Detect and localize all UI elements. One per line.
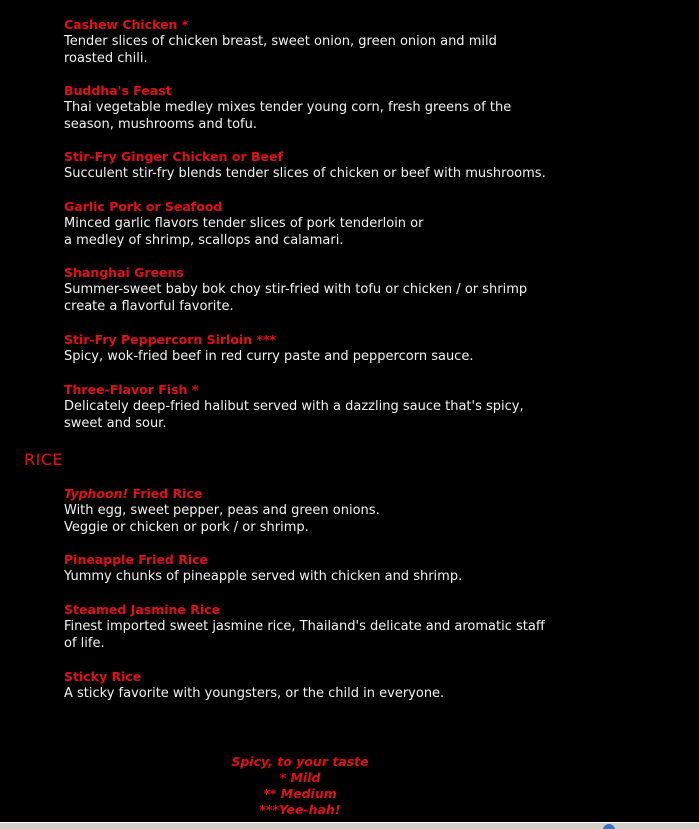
menu-item-name: Steamed Jasmine Rice	[64, 602, 221, 617]
globe-icon	[603, 824, 615, 829]
menu-item-shanghai-greens	[64, 265, 554, 315]
spice-legend-title: Spicy, to your taste	[231, 754, 369, 769]
spice-legend-medium: ** Medium	[263, 786, 337, 801]
brand-name: Typhoon!	[64, 486, 129, 501]
menu-item-description: With egg, sweet pepper, peas and green onions. Veggie or chicken or pork / or shrimp.	[64, 503, 380, 535]
menu-item-description: Delicately deep-fried halibut served with a dazzling sauce that's spicy, sweet and sour.	[64, 399, 524, 431]
menu-item-name: Buddha's Feast	[64, 83, 172, 98]
menu-item-name-rest: Fried Rice	[128, 486, 203, 501]
menu-item-description: A sticky favorite with youngsters, or the child in everyone.	[64, 686, 445, 701]
menu-item-typhoon-fried-rice	[64, 486, 554, 536]
menu-item-description: Spicy, wok-fried beef in red curry paste and peppercorn sauce.	[64, 349, 474, 364]
menu-item-description: Yummy chunks of pineapple served with chicken and shrimp.	[64, 569, 463, 584]
menu-item-ginger-chicken-beef	[64, 149, 554, 182]
menu-item-name: Stir-Fry Ginger Chicken or Beef	[64, 149, 283, 164]
menu-item-name: Shanghai Greens	[64, 265, 184, 280]
menu-item-description: Thai vegetable medley mixes tender young corn, fresh greens of the season, mushrooms and tofu.	[64, 100, 512, 132]
spice-legend	[200, 754, 400, 818]
menu-item-name	[64, 486, 554, 502]
section-heading-rice: RICE	[24, 450, 64, 469]
menu-item-description: Tender slices of chicken breast, sweet onion, green onion and mild roasted chili.	[64, 34, 497, 66]
menu-item-name: Three-Flavor Fish *	[64, 382, 199, 397]
menu-item-name: Stir-Fry Peppercorn Sirloin ***	[64, 332, 277, 347]
menu-item-peppercorn-sirloin	[64, 332, 554, 365]
menu-item-name: Pineapple Fried Rice	[64, 552, 209, 567]
menu-item-description: Minced garlic flavors tender slices of pork tenderloin or a medley of shrimp, scallops and calamari.	[64, 216, 424, 248]
menu-item-description: Summer-sweet baby bok choy stir-fried with tofu or chicken / or shrimp create a flavorful favorite.	[64, 282, 528, 314]
spice-legend-hot: ***Yee-hah!	[259, 802, 341, 817]
menu-item-garlic-pork-seafood	[64, 199, 554, 249]
menu-item-jasmine-rice	[64, 602, 554, 652]
menu-item-pineapple-fried-rice	[64, 552, 554, 585]
browser-status-bar	[0, 822, 699, 829]
spice-legend-mild: * Mild	[279, 770, 321, 785]
menu-item-sticky-rice	[64, 669, 554, 702]
menu-item-three-flavor-fish	[64, 382, 554, 432]
menu-item-buddhas-feast	[64, 83, 554, 133]
menu-item-cashew-chicken	[64, 17, 554, 67]
menu-item-name: Sticky Rice	[64, 669, 142, 684]
menu-item-description: Finest imported sweet jasmine rice, Thailand's delicate and aromatic staff of life.	[64, 619, 545, 651]
menu-item-description: Succulent stir-fry blends tender slices of chicken or beef with mushrooms.	[64, 166, 546, 181]
menu-item-name: Cashew Chicken *	[64, 17, 189, 32]
menu-item-name: Garlic Pork or Seafood	[64, 199, 223, 214]
